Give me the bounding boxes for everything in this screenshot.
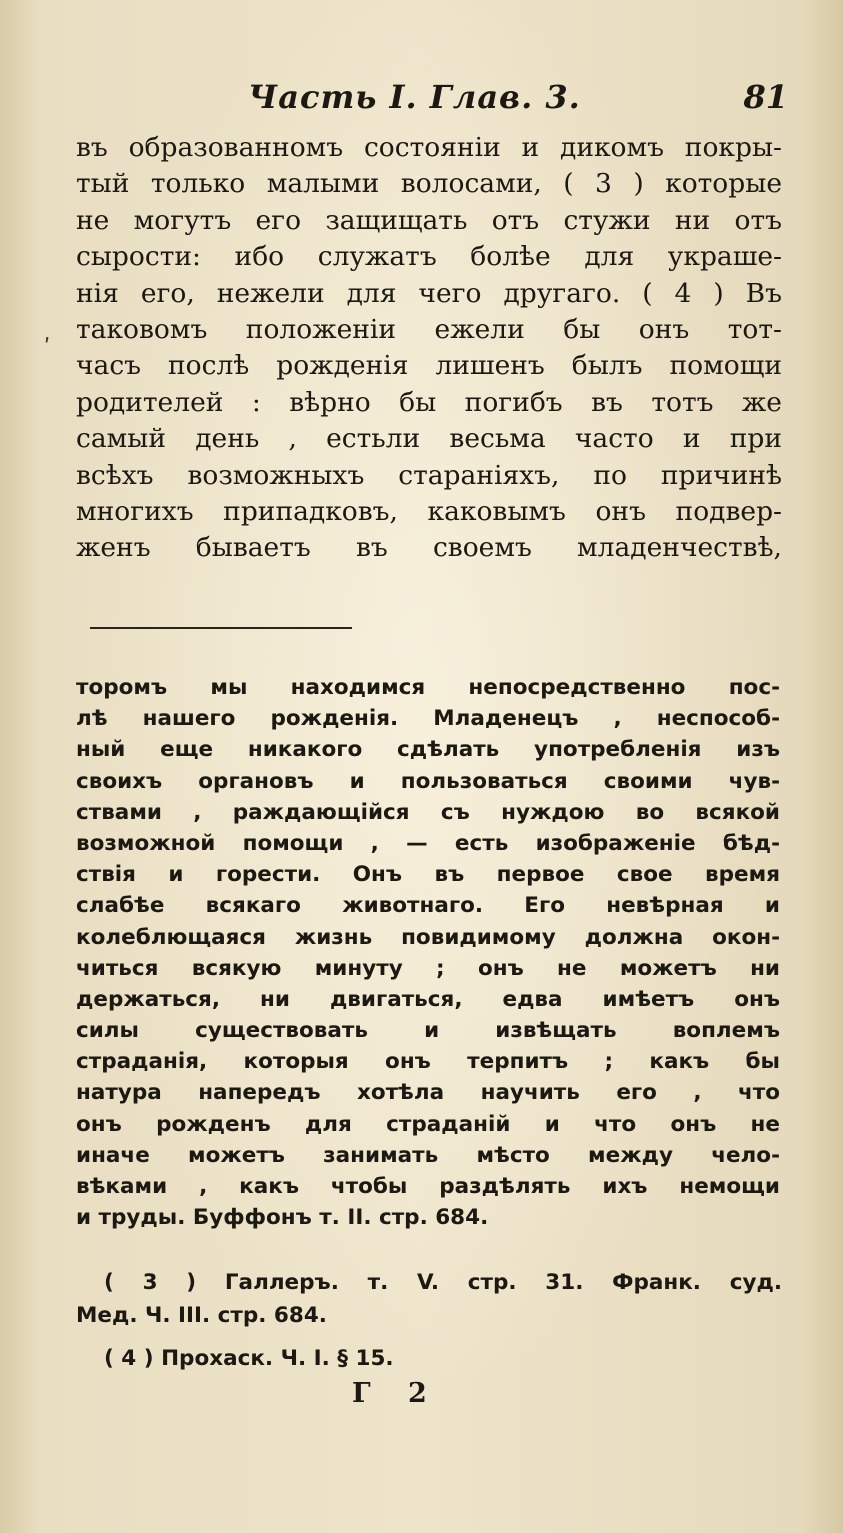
note-line: читься всякую минуту ; онъ не можетъ ни <box>76 955 780 981</box>
page-number: 81 <box>743 78 788 116</box>
main-line: сырости: ибо служатъ болѣе для украше- <box>76 241 782 273</box>
margin-speck-icon: ʹ <box>44 336 51 361</box>
note-line: ный еще никакого сдѣлать употребленія изъ <box>76 737 780 763</box>
note-line: возможной помощи , — есть изображеніе бѣд- <box>76 830 780 856</box>
main-line: родителей : вѣрно бы погибъ въ тотъ же <box>76 386 782 418</box>
main-line: многихъ припадковъ, каковымъ онъ подвер- <box>76 495 782 527</box>
footnote-references <box>76 1266 782 1375</box>
printer-signature-mark: Г 2 <box>352 1378 441 1409</box>
note-line: лѣ нашего рожденія. Младенецъ , неспособ- <box>76 706 780 732</box>
main-line: въ образованномъ состояніи и дикомъ покры- <box>76 132 782 163</box>
note-line: держаться, ни двигаться, едва имѣетъ онъ <box>76 986 780 1012</box>
main-line: женъ бываетъ въ своемъ младенчествѣ, <box>76 532 782 564</box>
note-line: ствія и горести. Онъ въ первое свое время <box>76 862 780 888</box>
note-line: онъ рожденъ для страданій и что онъ не <box>76 1111 780 1137</box>
footnote-ref-3: ( 3 ) Галлеръ. т. V. стр. 31. Франк. суд. <box>104 1270 782 1295</box>
main-line: таковомъ положеніи ежели бы онъ тот- <box>76 313 782 345</box>
main-line: тый только малыми волосами, ( 3 ) которые <box>76 168 782 200</box>
note-line: слабѣе всякаго животнаго. Его невѣрная и <box>76 893 780 919</box>
page-header <box>248 78 788 122</box>
main-text-block <box>76 130 782 567</box>
note-line: силы существовать и извѣщать воплемъ <box>76 1018 780 1044</box>
note-line: ствами , раждающійся съ нуждою во всякой <box>76 799 780 825</box>
note-line: страданія, которыя онъ терпитъ ; какъ бы <box>76 1049 780 1075</box>
footnote-separator-rule <box>90 627 352 629</box>
note-line: и труды. Буффонъ т. II. стр. 684. <box>76 1205 489 1231</box>
main-line: часъ послѣ рожденія лишенъ былъ помощи <box>76 350 782 382</box>
main-line: не могутъ его защищать отъ стужи ни отъ <box>76 204 782 236</box>
note-line: вѣками , какъ чтобы раздѣлять ихъ немощи <box>76 1174 780 1199</box>
footnote-ref-3-continuation: Мед. Ч. III. стр. 684. <box>76 1303 327 1328</box>
main-line: всѣхъ возможныхъ стараніяхъ, по причинѣ <box>76 459 782 491</box>
main-line: нія его, нежели для чего другаго. ( 4 ) Въ <box>76 277 782 309</box>
main-line: самый день , естьли весьма часто и при <box>76 423 782 455</box>
footnote-ref-4: ( 4 ) Прохаск. Ч. I. § 15. <box>104 1346 394 1371</box>
running-head: Часть I. Глав. 3. <box>248 78 581 116</box>
note-line: торомъ мы находимся непосредственно пос- <box>76 675 780 700</box>
footnote-continuation-block <box>76 672 780 1233</box>
note-line: натура напередъ хотѣла научить его , что <box>76 1080 780 1106</box>
note-line: своихъ органовъ и пользоваться своими чув- <box>76 768 780 794</box>
note-line: колеблющаяся жизнь повидимому должна окон- <box>76 924 780 950</box>
note-line: иначе можетъ занимать мѣсто между чело- <box>76 1142 780 1168</box>
